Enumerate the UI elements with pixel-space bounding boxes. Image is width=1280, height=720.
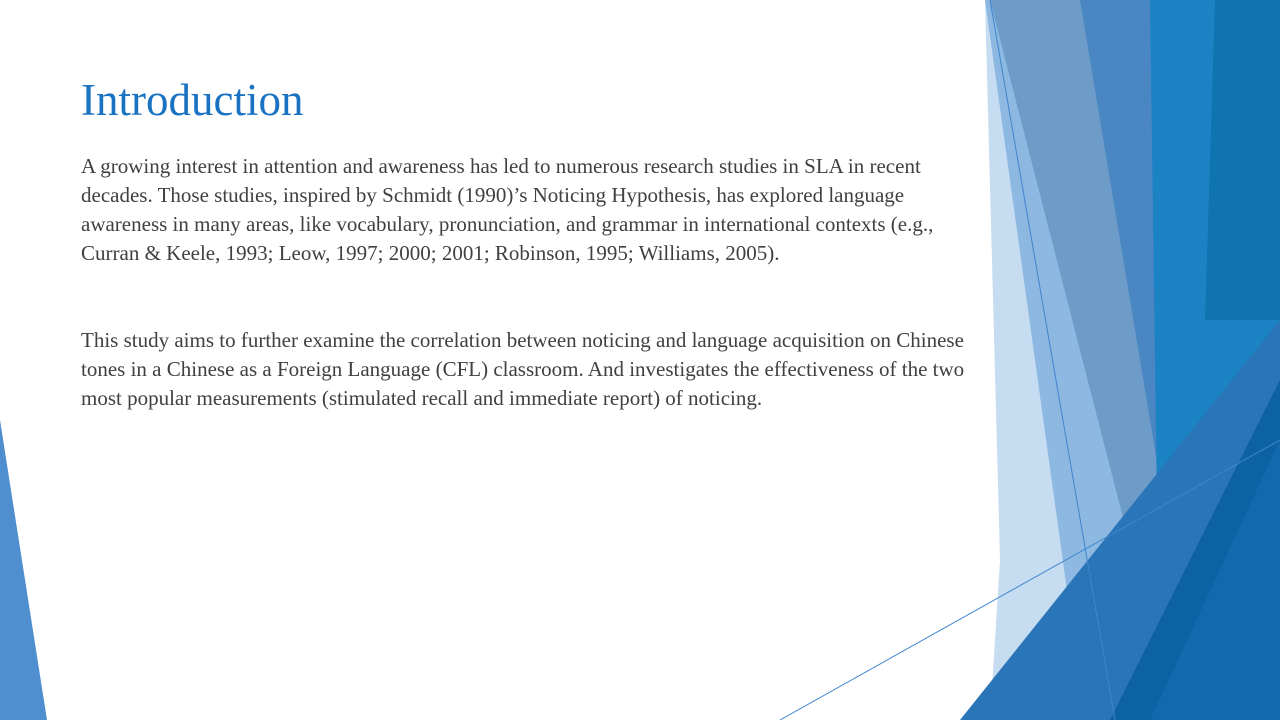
facet-teal-blue (1205, 0, 1280, 320)
body-paragraph-2: This study aims to further examine the correlation between noticing and language acquisition on Chinese tones in a Chinese as a Foreign Language (CFL) classroom. And investigates the effectiveness of the two most popular measurements (stimulated recall and immediate report) of noticing. (81, 328, 965, 410)
slide-title: Introduction (81, 75, 304, 125)
slide-body (81, 152, 971, 413)
body-paragraph-1: A growing interest in attention and awareness has led to numerous research studies in SLA in recent decades. Those studies, inspired by Schmidt (1990)’s Noticing Hypothesis, has explored language awareness in many areas, like vocabulary, pronunciation, and grammar in international contexts (e.g., Curran & Keele, 1993; Leow, 1997; 2000; 2001; Robinson, 1995; Williams, 2005). (81, 154, 934, 265)
left-edge-shape (0, 420, 47, 720)
